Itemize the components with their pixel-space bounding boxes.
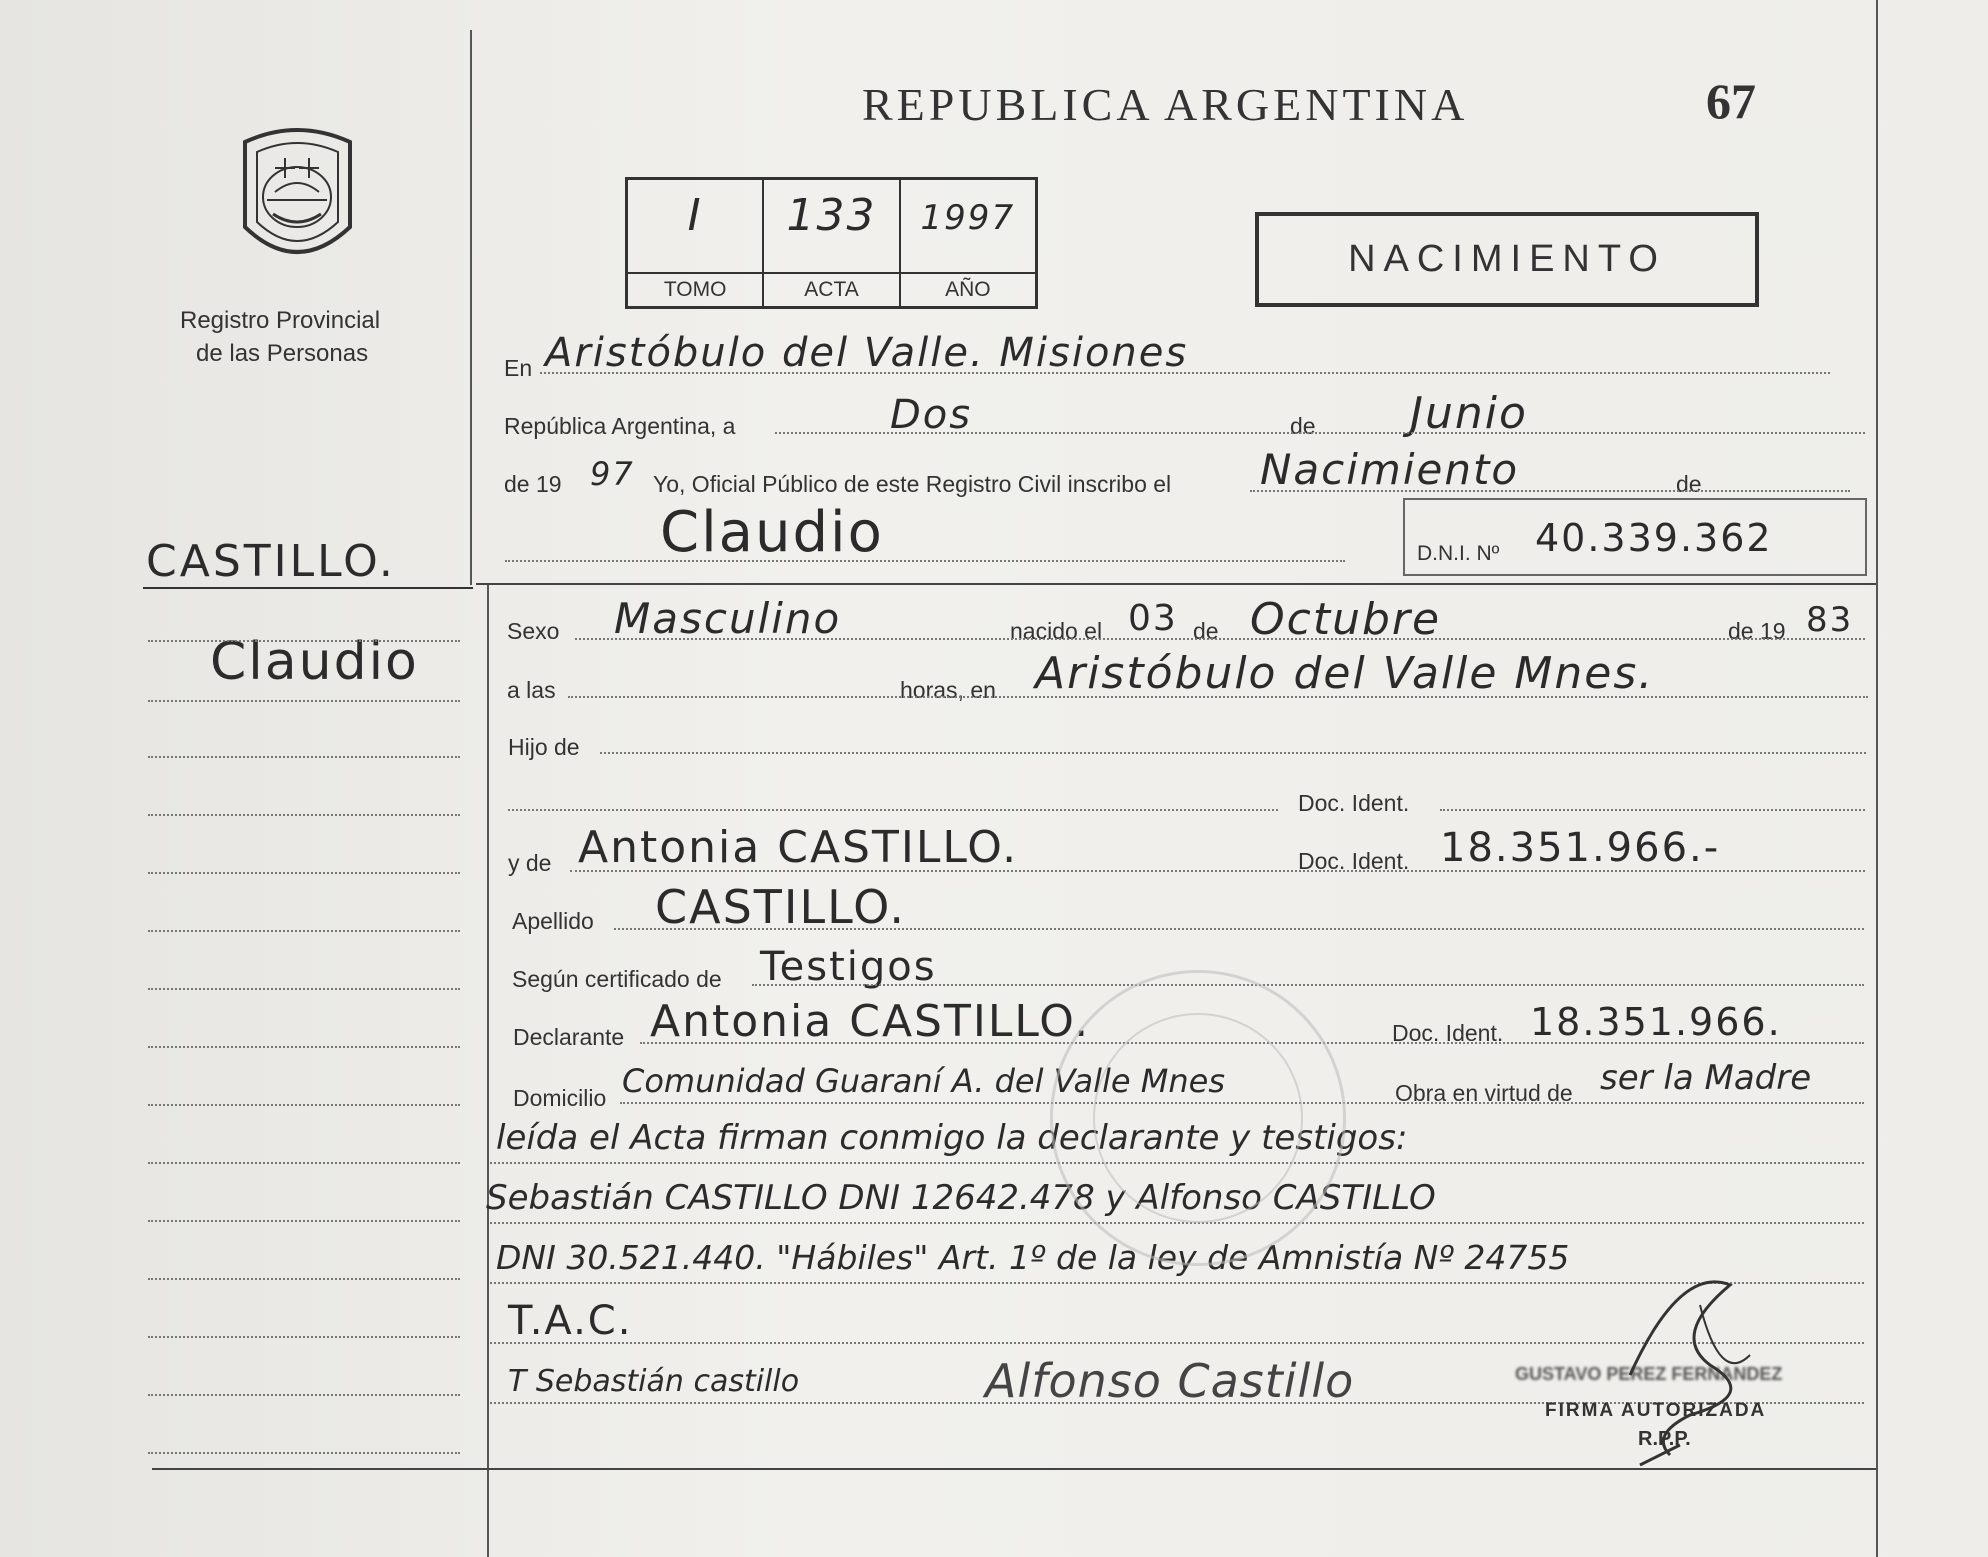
y-de-label: y de [508, 850, 552, 876]
margin-line [148, 640, 460, 642]
margin-line [148, 1220, 460, 1222]
apellido-label: Apellido [512, 908, 594, 934]
free-text-line-3: DNI 30.521.440. "Hábiles" Art. 1º de la ley de Amnistía Nº 24755 [496, 1238, 1570, 1277]
free-text-line-4: T.A.C. [508, 1298, 633, 1344]
margin-line [148, 1394, 460, 1396]
official-role: FIRMA AUTORIZADA [1545, 1400, 1767, 1421]
margin-surname: CASTILLO. [146, 536, 396, 587]
page-title: REPUBLICA ARGENTINA [862, 79, 1469, 130]
left-column-border [470, 30, 472, 585]
mother-name: Antonia CASTILLO. [578, 822, 1019, 873]
certificado-label: Según certificado de [512, 966, 722, 992]
horas-label: horas, en [900, 677, 996, 703]
registration-year-suffix: 97 [590, 455, 635, 493]
tomo-label: TOMO [628, 272, 762, 306]
dni-box [1403, 498, 1867, 576]
obra-value: ser la Madre [1600, 1058, 1812, 1098]
margin-line [148, 1162, 460, 1164]
official-signature-icon [1610, 1245, 1770, 1475]
mother-doc: 18.351.966.- [1440, 825, 1721, 871]
child-name-line [505, 560, 1345, 562]
sexo-value: Masculino [614, 594, 842, 643]
sexo-line [575, 638, 1865, 640]
birth-month: Octubre [1250, 594, 1442, 645]
doc-ident-label: Doc. Ident. [1298, 790, 1410, 816]
anio-cell [901, 180, 1035, 306]
declarante-value: Antonia CASTILLO. [650, 996, 1091, 1047]
acta-cell [764, 180, 900, 306]
margin-line [148, 1104, 460, 1106]
tomo-value: I [687, 190, 703, 241]
birth-de-label: de [1193, 618, 1219, 644]
certificado-line [752, 984, 1864, 986]
page-number: 67 [1706, 73, 1756, 129]
doc-ident-line [1440, 809, 1865, 811]
free-text-line-1: leída el Acta firman conmigo la declarante y testigos: [496, 1118, 1408, 1158]
free-text-line-2: Sebastián CASTILLO DNI 12642.478 y Alfonso CASTILLO [486, 1178, 1436, 1218]
obra-label: Obra en virtud de [1395, 1080, 1573, 1106]
certificado-value: Testigos [760, 944, 937, 990]
stamp-inner-ring [1093, 1013, 1303, 1223]
registry-name-line2: de las Personas [196, 340, 369, 367]
declarante-label: Declarante [513, 1024, 625, 1050]
child-name: Claudio [660, 500, 884, 565]
record-type-label: NACIMIENTO [1255, 212, 1759, 307]
apellido-line [614, 928, 1864, 930]
domicilio-value: Comunidad Guaraní A. del Valle Mnes [622, 1062, 1225, 1100]
registry-round-stamp-icon [1050, 970, 1346, 1266]
de19-label: de 19 [504, 471, 562, 497]
registration-month: Junio [1410, 388, 1528, 439]
birth-place: Aristóbulo del Valle Mnes. [1035, 648, 1655, 699]
margin-line [148, 1278, 460, 1280]
registry-name-line1: Registro Provincial [180, 307, 381, 334]
republica-line [775, 432, 1865, 434]
margin-surname-underline [143, 587, 473, 589]
witness-signature-1: T Sebastián castillo [508, 1364, 800, 1399]
republica-label: República Argentina, a [504, 413, 736, 439]
margin-line [148, 1336, 460, 1338]
inscribo-line [1250, 490, 1850, 492]
right-page-border [1876, 0, 1878, 1557]
dni-value: 40.339.362 [1535, 516, 1773, 560]
margin-line [148, 872, 460, 874]
mother-doc-label: Doc. Ident. [1298, 848, 1410, 874]
hijo-line-2 [508, 809, 1278, 811]
hijo-line [600, 752, 1866, 754]
y-de-line [570, 870, 1865, 872]
a-las-line [568, 696, 1868, 698]
official-office: R.P.P. [1638, 1428, 1691, 1450]
registration-place: Aristóbulo del Valle. Misiones [545, 330, 1189, 376]
margin-line [148, 930, 460, 932]
margin-given-name: Claudio [210, 632, 419, 692]
acta-value: 133 [786, 190, 877, 241]
dni-label: D.N.I. Nº [1417, 542, 1500, 565]
header-divider [476, 583, 1876, 585]
anio-label: AÑO [901, 272, 1035, 306]
de-label-2: de [1676, 471, 1702, 497]
hijo-label: Hijo de [508, 734, 580, 760]
birth-day: 03 [1128, 598, 1178, 639]
inscribo-label: Yo, Oficial Público de este Registro Civil inscribo el [653, 471, 1172, 497]
left-column-border-lower [487, 585, 489, 1557]
acta-label: ACTA [764, 272, 898, 306]
official-name: GUSTAVO PEREZ FERNANDEZ [1515, 1364, 1783, 1384]
margin-line [148, 756, 460, 758]
record-reference-box [625, 177, 1038, 309]
en-label: En [504, 355, 533, 381]
birth-year-label: de 19 [1728, 618, 1786, 644]
en-line [540, 372, 1830, 374]
margin-line [148, 814, 460, 816]
margin-line [148, 1452, 460, 1454]
apellido-value: CASTILLO. [655, 880, 907, 934]
tomo-cell [628, 180, 764, 306]
birth-year-suffix: 83 [1806, 600, 1854, 640]
provincial-seal-icon [225, 122, 370, 277]
sexo-label: Sexo [507, 618, 560, 644]
act-type-value: Nacimiento [1260, 445, 1520, 494]
witness-signature-2: Alfonso Castillo [985, 1354, 1355, 1408]
margin-line [148, 988, 460, 990]
a-las-label: a las [507, 677, 556, 703]
anio-value: 1997 [920, 198, 1016, 238]
de-label: de [1290, 413, 1316, 439]
declarante-doc-label: Doc. Ident. [1392, 1020, 1504, 1046]
nacido-label: nacido el [1010, 618, 1103, 644]
margin-line [148, 700, 460, 702]
domicilio-label: Domicilio [513, 1085, 607, 1111]
declarante-doc: 18.351.966. [1530, 1000, 1782, 1044]
margin-line [148, 1046, 460, 1048]
registration-day: Dos [890, 392, 973, 438]
